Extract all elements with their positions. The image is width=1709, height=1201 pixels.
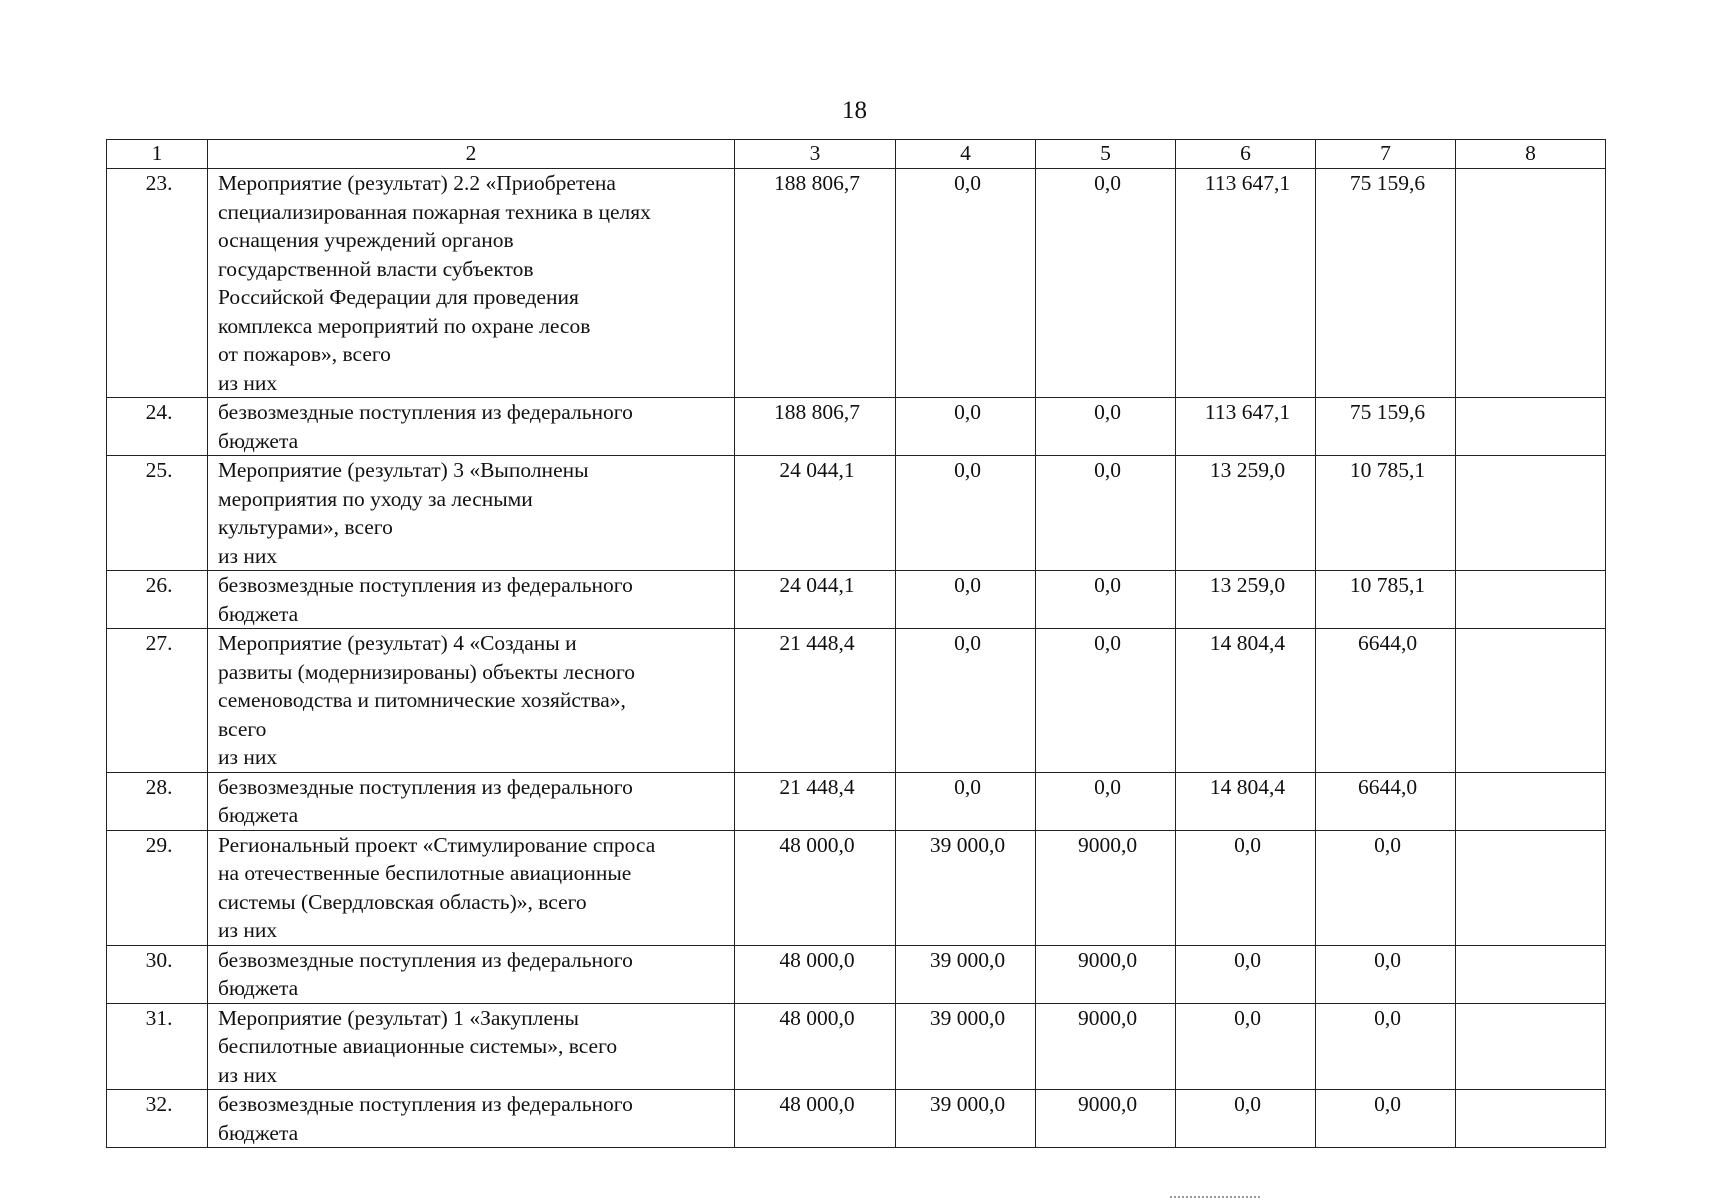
description-line: безвозмездные поступления из федерального — [218, 573, 633, 597]
value-cell-c6: 0,0 — [1176, 1090, 1316, 1148]
table-row — [107, 945, 1606, 1003]
description-line: комплекса мероприятий по охране лесов — [218, 313, 591, 338]
value-cell-c6: 0,0 — [1176, 945, 1316, 1003]
value-cell-c4: 0,0 — [896, 571, 1036, 629]
row-number: 23. — [107, 169, 208, 398]
value-cell-c3: 188 806,7 — [735, 169, 896, 398]
table-row — [107, 1090, 1606, 1148]
value-cell-c7: 0,0 — [1316, 1090, 1456, 1148]
table-row — [107, 772, 1606, 830]
row-description — [208, 772, 735, 830]
value-cell-c6: 14 804,4 — [1176, 629, 1316, 773]
value-cell-c5: 9000,0 — [1036, 1090, 1176, 1148]
value-cell-c8 — [1456, 1003, 1606, 1090]
value-cell-c6: 13 259,0 — [1176, 571, 1316, 629]
value-cell-c8 — [1456, 456, 1606, 571]
value-cell-c5: 0,0 — [1036, 629, 1176, 773]
description-line: всего — [218, 716, 267, 741]
value-cell-c7: 0,0 — [1316, 945, 1456, 1003]
table-body — [107, 169, 1606, 1148]
value-cell-c7: 75 159,6 — [1316, 169, 1456, 398]
value-cell-c8 — [1456, 398, 1606, 456]
description-line: мероприятия по уходу за лесными — [218, 486, 533, 511]
row-description — [208, 1090, 735, 1148]
description-line: Региональный проект «Стимулирование спроса — [218, 832, 656, 857]
row-number: 25. — [107, 456, 208, 571]
value-cell-c3: 24 044,1 — [735, 456, 896, 571]
value-cell-c3: 188 806,7 — [735, 398, 896, 456]
value-cell-c4: 39 000,0 — [896, 830, 1036, 945]
value-cell-c4: 39 000,0 — [896, 945, 1036, 1003]
description-line: развиты (модернизированы) объекты лесного — [218, 659, 636, 684]
row-description — [208, 1003, 735, 1090]
value-cell-c4: 0,0 — [896, 398, 1036, 456]
description-line: бюджета — [218, 976, 299, 1000]
description-line: бюджета — [218, 428, 299, 453]
description-line: беспилотные авиационные системы», всего — [218, 1034, 618, 1058]
row-number: 27. — [107, 629, 208, 773]
value-cell-c4: 0,0 — [896, 456, 1036, 571]
description-line: системы (Свердловская область)», всего — [218, 889, 587, 914]
description-line: безвозмездные поступления из федерального — [218, 1092, 633, 1116]
description-line: культурами», всего — [218, 515, 393, 539]
row-description — [208, 629, 735, 773]
value-cell-c8 — [1456, 571, 1606, 629]
description-line: Российской Федерации для проведения — [218, 285, 579, 309]
value-cell-c7: 0,0 — [1316, 830, 1456, 945]
description-line: безвозмездные поступления из федерального — [218, 947, 633, 972]
row-number: 29. — [107, 830, 208, 945]
value-cell-c6: 0,0 — [1176, 830, 1316, 945]
value-cell-c5: 0,0 — [1036, 398, 1176, 456]
table-row — [107, 1003, 1606, 1090]
description-line: бюджета — [218, 803, 299, 827]
row-number: 26. — [107, 571, 208, 629]
description-line: Мероприятие (результат) 4 «Созданы и — [218, 631, 577, 655]
value-cell-c7: 10 785,1 — [1316, 456, 1456, 571]
header-col-1: 1 — [107, 140, 208, 169]
row-description — [208, 571, 735, 629]
value-cell-c5: 0,0 — [1036, 571, 1176, 629]
table-row — [107, 629, 1606, 773]
value-cell-c3: 21 448,4 — [735, 629, 896, 773]
value-cell-c7: 0,0 — [1316, 1003, 1456, 1090]
header-col-6: 6 — [1176, 140, 1316, 169]
header-col-5: 5 — [1036, 140, 1176, 169]
description-line: бюджета — [218, 601, 299, 626]
value-cell-c8 — [1456, 830, 1606, 945]
value-cell-c7: 6644,0 — [1316, 629, 1456, 773]
header-col-8: 8 — [1456, 140, 1606, 169]
description-line: из них — [218, 745, 278, 769]
budget-table — [106, 139, 1606, 1148]
value-cell-c3: 48 000,0 — [735, 1090, 896, 1148]
description-line: из них — [218, 543, 278, 568]
value-cell-c4: 39 000,0 — [896, 1003, 1036, 1090]
value-cell-c7: 10 785,1 — [1316, 571, 1456, 629]
description-line: безвозмездные поступления из федерального — [218, 774, 633, 799]
header-col-7: 7 — [1316, 140, 1456, 169]
header-col-4: 4 — [896, 140, 1036, 169]
table-row — [107, 456, 1606, 571]
value-cell-c8 — [1456, 1090, 1606, 1148]
table-row — [107, 571, 1606, 629]
description-line: из них — [218, 370, 278, 395]
value-cell-c5: 9000,0 — [1036, 830, 1176, 945]
header-col-3: 3 — [735, 140, 896, 169]
row-number: 30. — [107, 945, 208, 1003]
value-cell-c8 — [1456, 772, 1606, 830]
value-cell-c6: 113 647,1 — [1176, 169, 1316, 398]
row-number: 32. — [107, 1090, 208, 1148]
value-cell-c3: 48 000,0 — [735, 830, 896, 945]
table-row — [107, 830, 1606, 945]
table-row — [107, 169, 1606, 398]
value-cell-c7: 75 159,6 — [1316, 398, 1456, 456]
description-line: из них — [218, 918, 278, 942]
row-description — [208, 945, 735, 1003]
value-cell-c5: 9000,0 — [1036, 945, 1176, 1003]
row-description — [208, 169, 735, 398]
description-line: Мероприятие (результат) 3 «Выполнены — [218, 458, 589, 482]
row-number: 28. — [107, 772, 208, 830]
value-cell-c5: 0,0 — [1036, 456, 1176, 571]
value-cell-c8 — [1456, 945, 1606, 1003]
description-line: от пожаров», всего — [218, 342, 391, 366]
description-line: из них — [218, 1062, 278, 1087]
scan-artifact — [1170, 1196, 1260, 1201]
value-cell-c4: 0,0 — [896, 629, 1036, 773]
value-cell-c5: 0,0 — [1036, 169, 1176, 398]
value-cell-c3: 21 448,4 — [735, 772, 896, 830]
description-line: Мероприятие (результат) 1 «Закуплены — [218, 1005, 580, 1030]
value-cell-c4: 0,0 — [896, 169, 1036, 398]
value-cell-c6: 13 259,0 — [1176, 456, 1316, 571]
description-line: Мероприятие (результат) 2.2 «Приобретена — [218, 171, 616, 195]
value-cell-c4: 39 000,0 — [896, 1090, 1036, 1148]
description-line: семеноводства и питомнические хозяйства», — [218, 688, 626, 712]
page-number: 18 — [842, 97, 867, 124]
value-cell-c3: 48 000,0 — [735, 1003, 896, 1090]
value-cell-c8 — [1456, 169, 1606, 398]
value-cell-c5: 9000,0 — [1036, 1003, 1176, 1090]
value-cell-c6: 0,0 — [1176, 1003, 1316, 1090]
description-line: государственной власти субъектов — [218, 256, 534, 281]
row-number: 31. — [107, 1003, 208, 1090]
description-line: безвозмездные поступления из федерального — [218, 400, 633, 424]
value-cell-c5: 0,0 — [1036, 772, 1176, 830]
description-line: бюджета — [218, 1120, 299, 1145]
value-cell-c3: 24 044,1 — [735, 571, 896, 629]
description-line: специализированная пожарная техника в целях — [218, 199, 651, 224]
header-row — [107, 140, 1606, 169]
header-col-2: 2 — [208, 140, 735, 169]
row-description — [208, 456, 735, 571]
value-cell-c4: 0,0 — [896, 772, 1036, 830]
row-description — [208, 398, 735, 456]
value-cell-c3: 48 000,0 — [735, 945, 896, 1003]
value-cell-c6: 113 647,1 — [1176, 398, 1316, 456]
row-description — [208, 830, 735, 945]
description-line: оснащения учреждений органов — [218, 228, 514, 252]
table-row — [107, 398, 1606, 456]
row-number: 24. — [107, 398, 208, 456]
description-line: на отечественные беспилотные авиационные — [218, 861, 632, 885]
value-cell-c6: 14 804,4 — [1176, 772, 1316, 830]
value-cell-c8 — [1456, 629, 1606, 773]
value-cell-c7: 6644,0 — [1316, 772, 1456, 830]
table-header — [107, 140, 1606, 169]
